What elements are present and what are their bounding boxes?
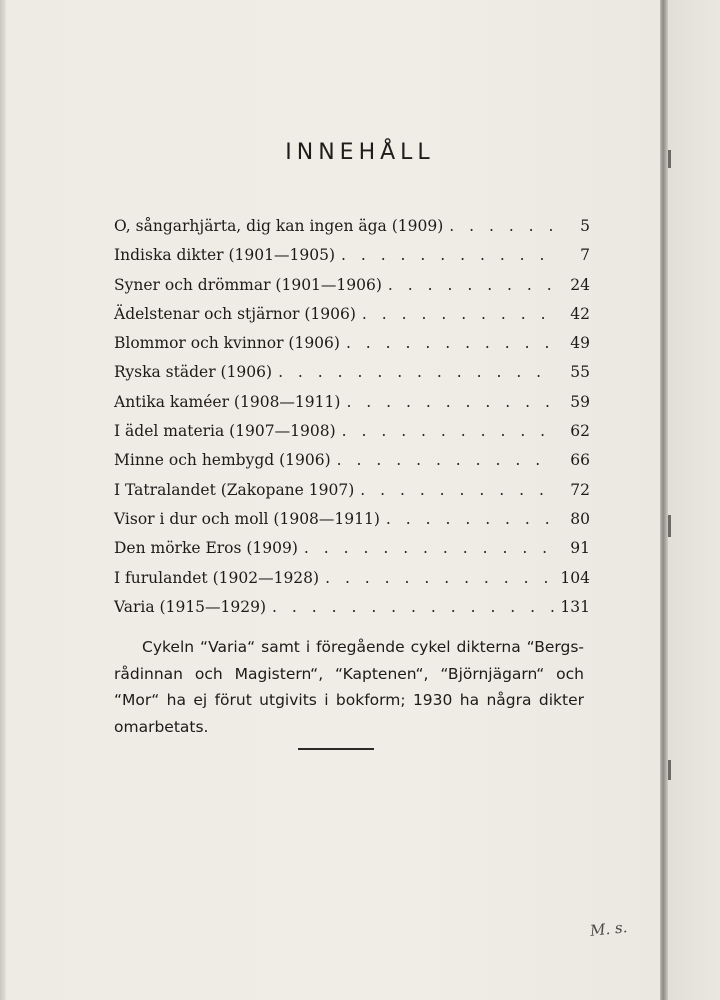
toc-entry-page-number: 66 [570,451,590,470]
toc-entry [114,569,590,598]
toc-entry-page-number: 49 [570,334,590,353]
toc-entry-title: Blommor och kvinnor (1906) [114,334,340,353]
toc-entry-title: O, sångarhjärta, dig kan ingen äga (1909) [114,217,444,235]
toc-entry-title: Antika kaméer (1908—1911) [114,392,341,411]
toc-entry-title: Varia (1915—1929) [114,597,267,616]
toc-entry [114,393,590,422]
toc-entry [114,510,590,539]
toc-entry-page-number: 131 [560,597,590,616]
toc-entry [114,422,590,451]
handwritten-initials: M. s. [589,918,629,940]
toc-entry-title: Ryska städer (1906) [114,363,273,382]
toc-entry-title: Minne och hembygd (1906) [114,451,331,470]
toc-entry-page-number: 80 [570,509,590,528]
toc-dot-leader [346,393,554,411]
toc-entry [114,481,590,510]
toc-entry-title: I ädel materia (1907—1908) [114,422,336,441]
toc-entry-page-number: 42 [570,304,590,323]
toc-dot-leader [388,276,554,294]
toc-entry-title: Visor i dur och moll (1908—1911) [114,509,380,528]
toc-dot-leader [362,305,554,323]
toc-entry [114,598,590,627]
editorial-note: Cykeln “Varia“ samt i föregående cykel dikterna “Bergs-rådinnan och Magistern“, “Kaptenen“, “Björnjägarn“ och “Mor“ ha ej förut utgivits i bokform; 1930 ha några dikter omarbetats. [114,638,584,736]
toc-entry-title: I furulandet (1902—1928) [114,568,320,587]
page-edge-mark [668,760,671,780]
toc-entry-title: Syner och drömmar (1901—1906) [114,275,382,294]
toc-dot-leader [449,217,554,235]
toc-dot-leader [346,334,554,352]
toc-entry-page-number: 55 [570,363,590,382]
toc-entry-page-number: 62 [570,422,590,441]
toc-entry-page-number: 104 [560,568,590,587]
toc-dot-leader [341,246,554,264]
toc-dot-leader [304,539,554,557]
toc-entry-page-number: 7 [580,246,590,265]
toc-dot-leader [325,569,554,587]
toc-entry-page-number: 59 [570,392,590,411]
toc-entry [114,246,590,275]
toc-entry-page-number: 72 [570,480,590,499]
toc-entry-title: Den mörke Eros (1909) [114,539,298,558]
toc-entry [114,363,590,392]
toc-entry [114,539,590,568]
toc-entry [114,451,590,480]
toc-entry [114,334,590,363]
toc-entry-title: Ädelstenar och stjärnor (1906) [114,304,356,323]
page-edge-mark [668,515,671,537]
page-heading: INNEHÅLL [285,140,435,165]
toc-entry [114,276,590,305]
toc-dot-leader [278,363,554,381]
toc-dot-leader [386,510,554,528]
toc-dot-leader [342,422,554,440]
toc-dot-leader [272,598,554,616]
toc-entry-page-number: 5 [580,217,590,235]
toc-entry-page-number: 91 [570,539,590,558]
section-divider [298,748,374,750]
toc-dot-leader [337,451,554,469]
toc-entry-page-number: 24 [570,275,590,294]
toc-entry [114,305,590,334]
toc-entry-title: Indiska dikter (1901—1905) [114,246,335,265]
toc-entry-title: I Tatralandet (Zakopane 1907) [114,480,355,499]
toc-entry [114,217,590,246]
table-of-contents [114,217,590,627]
toc-dot-leader [360,481,554,499]
